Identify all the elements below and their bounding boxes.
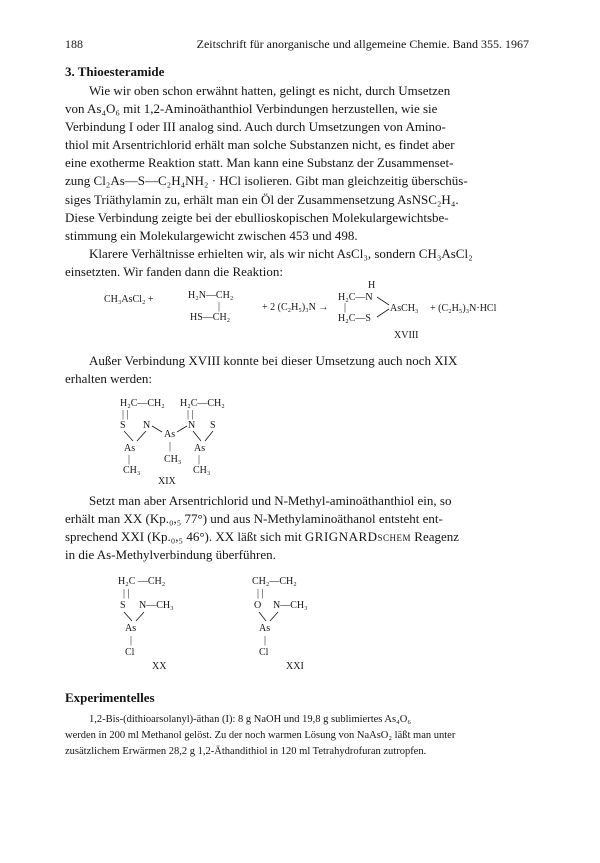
byproduct: + (C₂H₅)₃N·HCl xyxy=(430,303,497,314)
xix-bond-as-n-right xyxy=(177,426,187,432)
paragraph-4 xyxy=(65,492,529,564)
xix-bond-n-as-right2 xyxy=(193,431,201,441)
text-line: Klarere Verhältnisse erhielten wir, als wir nicht AsCl₃, sondern CH₃AsCl₂ xyxy=(89,246,473,261)
reactant-methylarsine: CH₃AsCl₂ + xyxy=(104,294,154,305)
product-arsenic: AsCH₃ xyxy=(390,303,419,314)
xix-center-bond: | xyxy=(169,441,172,452)
product-bond: | xyxy=(344,302,347,313)
product-h: H xyxy=(368,280,376,291)
paragraph-3 xyxy=(65,352,529,388)
structures-xx-xxi xyxy=(0,566,600,676)
base-reagent: + 2 (C₂H₅)₃N → xyxy=(262,302,329,313)
compound-label-xx: XX xyxy=(152,661,167,672)
ring-bond-n-as xyxy=(377,297,389,305)
xx-n-methyl: N—CH₃ xyxy=(139,600,174,611)
reaction-scheme xyxy=(0,270,600,350)
xix-central-as: As xyxy=(164,429,176,440)
xxi-ring-top: CH₂—CH₂ xyxy=(252,576,297,587)
ring-bond-s-as xyxy=(377,309,389,317)
text-segment: Reagenz xyxy=(411,529,460,545)
section-title: 3. Thioesteramide xyxy=(65,64,165,79)
experimental-paragraph xyxy=(65,712,529,760)
text-line: von As₄O₆ mit 1,2-Aminoäthanthiol Verbindungen herzustellen, wie sie xyxy=(65,101,438,117)
xxi-bond-o-as xyxy=(259,612,266,621)
xxi-chlorine: Cl xyxy=(259,647,269,658)
xx-bond-s-as xyxy=(124,612,132,621)
xix-bond-s-as-left xyxy=(124,431,133,441)
page-number: 188 xyxy=(65,37,83,51)
xxi-oxygen: O xyxy=(254,600,262,611)
reactant-aminothiol-bottom: HS—CH₂ xyxy=(190,312,231,323)
xix-left-ring-top: H₂C—CH₂ xyxy=(120,398,165,409)
xx-ring-top: H₂C —CH₂ xyxy=(118,576,166,587)
xix-right-ring-top: H₂C—CH₂ xyxy=(180,398,225,409)
xix-bond-n-as-left2 xyxy=(137,431,146,441)
paragraph-1 xyxy=(65,82,529,245)
experimental-title: Experimentelles xyxy=(65,690,155,705)
journal-title: Zeitschrift für anorganische und allgemeine Chemie. Band 355. 1967 xyxy=(196,37,529,51)
xix-left-bonds: | | xyxy=(122,409,129,420)
text-segment: sprechend XXI (Kp.₀,₅ 46°). XX läßt sich mit xyxy=(65,529,305,545)
xix-left-as: As xyxy=(124,443,136,454)
text-line: stimmung ein Molekulargewicht zwischen 453 und 498. xyxy=(65,227,358,243)
text-line: erhält man XX (Kp.₀,₅ 77°) und aus N-Methylaminoäthanol entsteht ent- xyxy=(65,511,443,527)
structure-xix xyxy=(0,388,600,488)
xix-left-bond: | xyxy=(128,454,131,465)
text-line: thiol mit Arsentrichlorid erhält man solche Substanzen nicht, es findet aber xyxy=(65,137,455,153)
xix-left-s: S xyxy=(120,420,126,431)
xxi-n-methyl: N—CH₃ xyxy=(273,600,308,611)
xix-bond-s-as-right xyxy=(205,431,213,441)
xix-right-n: N xyxy=(188,420,196,431)
xxi-arsenic: As xyxy=(259,623,271,634)
text-line: Setzt man aber Arsentrichlorid und N-Methyl-aminoäthanthiol ein, so xyxy=(89,493,452,508)
product-ring-bottom: H₂C—S xyxy=(338,313,371,324)
compound-label-xxi: XXI xyxy=(286,661,304,672)
xix-right-methyl: CH₃ xyxy=(193,465,211,476)
xx-ring-bonds: | | xyxy=(123,588,130,599)
xx-bond-n-as xyxy=(136,612,144,621)
xxi-bond-n-as xyxy=(270,612,278,621)
compound-label-xix: XIX xyxy=(158,476,176,487)
xix-center-methyl: CH₃ xyxy=(164,454,182,465)
xx-arsenic: As xyxy=(125,623,137,634)
xx-chlorine: Cl xyxy=(125,647,135,658)
text-line: Verbindung I oder III analog sind. Auch durch Umsetzungen von Amino- xyxy=(65,119,446,135)
text-line: Diese Verbindung zeigte bei der ebullioskopischen Molekulargewichtsbe- xyxy=(65,209,449,225)
xix-right-bonds: | | xyxy=(187,409,194,420)
reactant-aminothiol-top: H₂N—CH₂ xyxy=(188,290,234,301)
product-ring-top: H₂C—N xyxy=(338,292,373,303)
reactant-bond: | xyxy=(218,301,221,312)
text-line: Außer Verbindung XVIII konnte bei dieser Umsetzung auch noch XIX xyxy=(89,353,458,368)
xxi-ring-bonds: | | xyxy=(257,588,264,599)
text-line: zung Cl₂As—S—C₂H₄NH₂ · HCl isolieren. Gibt man gleichzeitig überschüs- xyxy=(65,173,468,189)
text-line: 1,2-Bis-(dithioarsolanyl)-äthan (I): 8 g NaOH und 19,8 g sublimiertes As₄O₆ xyxy=(89,714,411,725)
text-line: in die As-Methylverbindung überführen. xyxy=(65,547,276,563)
text-line: werden in 200 ml Methanol gelöst. Zu der noch warmen Lösung von NaAsO₂ läßt man unter xyxy=(65,730,456,741)
text-line: siges Triäthylamin zu, erhält man ein Öl der Zusammensetzung AsNSC₂H₄. xyxy=(65,191,459,207)
xix-bond-n-as-left xyxy=(152,426,162,432)
xx-bond-as-cl: | xyxy=(130,635,133,646)
text-line xyxy=(65,528,529,546)
xx-sulfur: S xyxy=(120,600,126,611)
text-line: erhalten werden: xyxy=(65,371,152,387)
xix-left-n: N xyxy=(143,420,151,431)
xix-left-methyl: CH₃ xyxy=(123,465,141,476)
text-line: Wie wir oben schon erwähnt hatten, gelingt es nicht, durch Umsetzen xyxy=(89,83,451,98)
xix-right-as: As xyxy=(194,443,206,454)
text-line: einsetzten. Wir fanden dann die Reaktion: xyxy=(65,264,283,280)
xix-right-bond: | xyxy=(198,454,201,465)
compound-label-xviii: XVIII xyxy=(394,330,419,341)
xix-right-s: S xyxy=(210,420,216,431)
text-line: eine exotherme Reaktion statt. Man kann eine Substanz der Zusammenset- xyxy=(65,155,454,171)
text-line: zusätzlichem Erwärmen 28,2 g 1,2-Äthandithiol in 120 ml Tetrahydrofuran zutropfen. xyxy=(65,746,427,757)
xxi-bond-as-cl: | xyxy=(264,635,267,646)
author-name-grignard: GRIGNARDschem xyxy=(304,529,412,545)
